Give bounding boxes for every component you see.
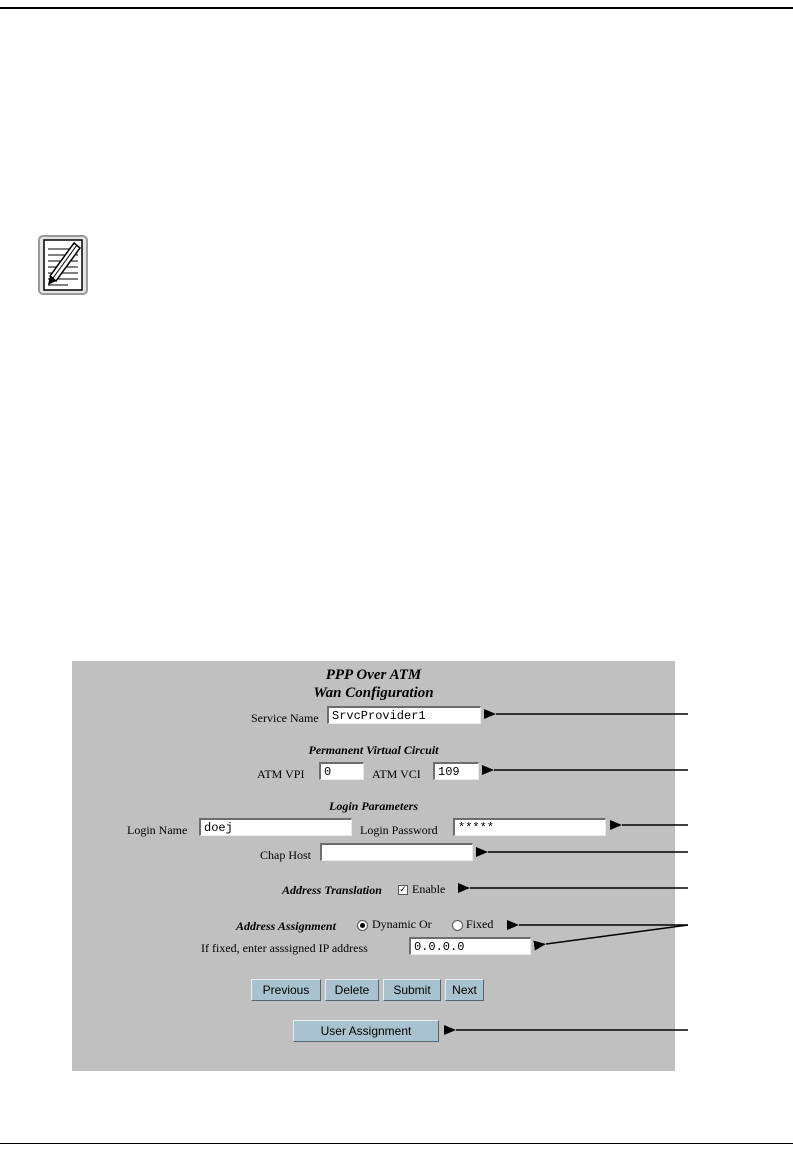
previous-button[interactable]: Previous [251,979,321,1001]
login-password-input[interactable]: ***** [453,818,606,836]
address-assignment-label: Address Assignment [236,919,336,933]
login-name-label: Login Name [127,823,188,837]
form-title: PPP Over ATM [325,667,422,683]
address-translation-label: Address Translation [282,883,382,897]
atm-vci-input[interactable]: 109 [433,762,479,780]
service-name-label: Service Name [251,711,319,725]
service-name-input[interactable]: SrvcProvider1 [327,706,481,724]
atm-vpi-input[interactable]: 0 [319,762,364,780]
footer-rule [0,1143,793,1144]
login-name-input[interactable]: doej [199,818,352,836]
callout-ip-address [546,925,688,944]
user-assignment-button[interactable]: User Assignment [293,1020,439,1042]
login-parameters-heading: Login Parameters [329,799,418,813]
fixed-label: Fixed [466,917,494,931]
login-password-label: Login Password [360,823,438,837]
submit-button[interactable]: Submit [383,979,441,1001]
chap-host-label: Chap Host [260,848,311,862]
next-button[interactable]: Next [445,979,484,1001]
form-subtitle: Wan Configuration [313,685,434,701]
pvc-heading: Permanent Virtual Circuit [308,743,439,757]
dynamic-label: Dynamic Or [372,917,432,931]
fixed-ip-input[interactable]: 0.0.0.0 [409,937,531,955]
enable-checkbox[interactable]: ✓ [399,885,407,895]
enable-label: Enable [412,882,446,896]
fixed-ip-label: If fixed, enter asssigned IP address [201,941,368,955]
atm-vci-label: ATM VCI [372,767,421,781]
atm-vpi-label: ATM VPI [257,767,305,781]
delete-button[interactable]: Delete [325,979,379,1001]
